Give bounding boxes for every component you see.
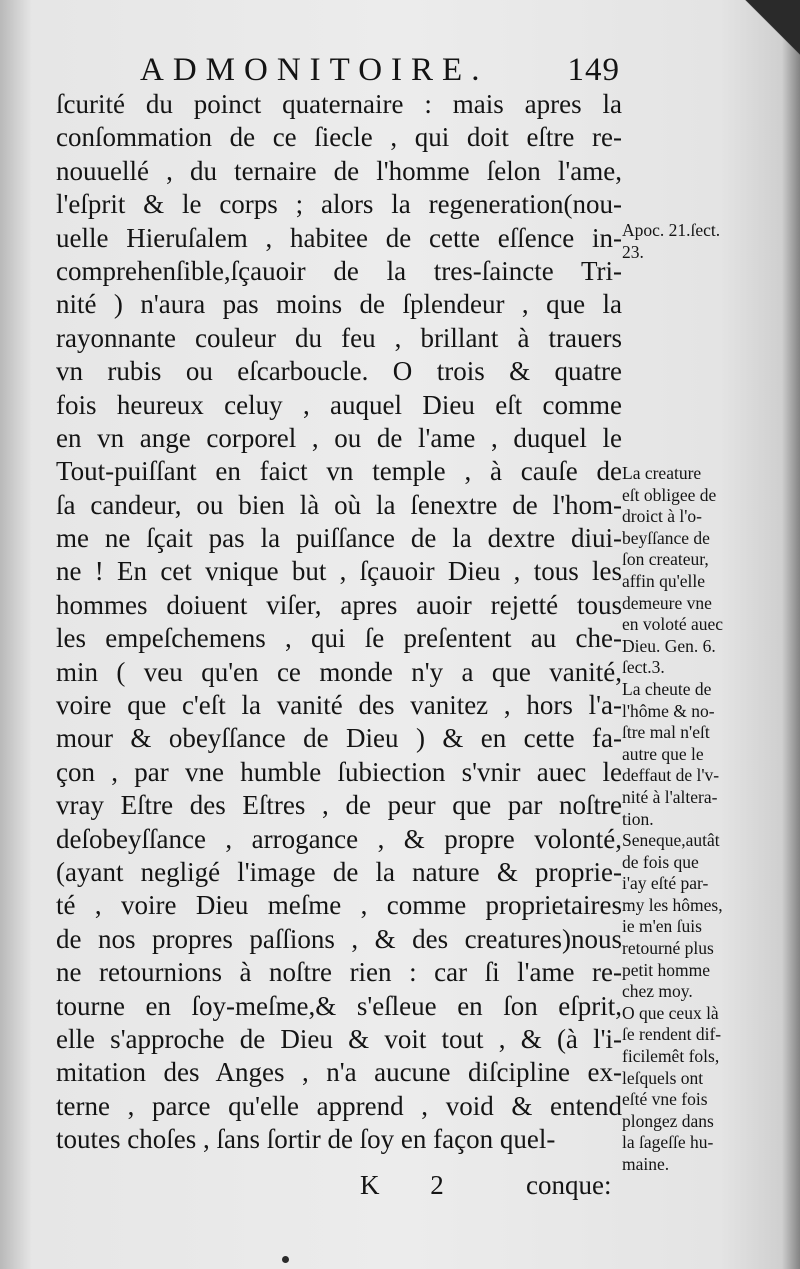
margin-line: 23. xyxy=(622,241,644,262)
margin-line: La creature xyxy=(622,463,702,483)
margin-line: autre que le xyxy=(622,743,704,764)
text-line: toutes choſes , ſans ſortir de ſoy en façon quel- xyxy=(56,1124,556,1155)
margin-line: ſon createur, xyxy=(622,549,709,570)
text-line: rayonnante couleur du feu , brillant à trauers xyxy=(56,322,622,353)
margin-line: ficilemêt fols, xyxy=(622,1046,720,1067)
text-line: les empeſchemens , qui ſe preſentent au che- xyxy=(56,623,622,654)
text-line: terne , parce qu'elle apprend , void & entend xyxy=(56,1090,622,1121)
text-line: vn rubis ou eſcarboucle. O trois & quatre xyxy=(56,356,622,387)
text-line: min ( veu qu'en ce monde n'y a que vanité, xyxy=(56,656,622,687)
text-line: conſommation de ce ſiecle , qui doit eſtre re- xyxy=(56,122,622,153)
margin-line: beyſſance de xyxy=(622,527,710,548)
margin-line: nité à l'altera- xyxy=(622,786,718,807)
page-edge-shadow xyxy=(782,0,800,1269)
ink-spot xyxy=(282,1256,289,1263)
text-line: uelle Hieruſalem , habitee de cette eſſence in- xyxy=(56,222,622,253)
page-number: 149 xyxy=(567,52,620,88)
margin-line: en voloté auec xyxy=(622,614,724,635)
margin-line: la ſageſſe hu- xyxy=(622,1132,714,1153)
margin-line: petit homme xyxy=(622,959,710,980)
margin-line: O que ceux là xyxy=(622,1002,719,1023)
text-line: hommes doiuent viſer, apres auoir rejetté tous xyxy=(56,589,622,620)
margin-line: demeure vne xyxy=(622,592,712,613)
text-line: ſa candeur, ou bien là où la ſenextre de l'hom- xyxy=(56,489,622,520)
margin-line: maine. xyxy=(622,1154,670,1174)
margin-line: affin qu'elle xyxy=(622,570,706,591)
catchword: conque: xyxy=(526,1170,612,1200)
text-line: comprehenſible,ſçauoir de la tres-ſaincte Tri- xyxy=(56,255,622,286)
text-line: l'eſprit & le corps ; alors la regeneration(nou- xyxy=(56,189,622,220)
text-line: mour & obeyſſance de Dieu ) & en cette fa- xyxy=(56,723,622,754)
margin-line: eſt obligee de xyxy=(622,484,717,505)
text-line: (ayant negligé l'image de la nature & proprie- xyxy=(56,856,622,887)
text-line: tourne en ſoy-meſme,& s'eſleue en ſon eſprit, xyxy=(56,990,622,1021)
margin-line: my les hômes, xyxy=(622,894,723,915)
margin-line: droict à l'o- xyxy=(622,506,702,527)
margin-line: leſquels ont xyxy=(622,1067,704,1088)
margin-line: ie m'en ſuis xyxy=(622,916,702,937)
text-line: de nos propres paſſions , & des creatures)nous xyxy=(56,923,622,954)
text-line: elle s'approche de Dieu & voit tout , & (à l'i- xyxy=(56,1023,622,1054)
text-line: en vn ange corporel , ou de l'ame , duquel le xyxy=(56,422,622,453)
margin-line: plongez dans xyxy=(622,1110,714,1131)
signature-mark: K 2 xyxy=(360,1170,466,1200)
margin-line: Dieu. Gen. 6. xyxy=(622,635,716,656)
margin-line: Seneque,autât xyxy=(622,830,720,851)
text-line: voire que c'eſt la vanité des vanitez , hors l'a- xyxy=(56,690,622,721)
text-line: deſobeyſſance , arrogance , & propre volonté, xyxy=(56,823,622,854)
text-line: çon , par vne humble ſubiection s'vnir auec le xyxy=(56,756,622,787)
margin-line: i'ay eſté par- xyxy=(622,873,709,894)
marginal-notes xyxy=(622,463,760,1176)
margin-line: ſtre mal n'eſt xyxy=(622,722,710,743)
margin-line: ſect.3. xyxy=(622,657,665,678)
margin-line: retourné plus xyxy=(622,938,714,959)
text-line: nité ) n'aura pas moins de ſplendeur , que la xyxy=(56,289,622,320)
text-line: té , voire Dieu meſme , comme proprietaires xyxy=(56,890,622,921)
text-line: ne retournions à noſtre rien : car ſi l'ame re- xyxy=(56,957,622,988)
text-line: me ne ſçait pas la puiſſance de la dextre diui- xyxy=(56,523,622,554)
margin-line: l'hôme & no- xyxy=(622,700,715,721)
margin-line: chez moy. xyxy=(622,981,693,1002)
main-text-block xyxy=(56,88,622,1157)
margin-line: de fois que xyxy=(622,851,699,872)
margin-line: Apoc. 21.ſect. xyxy=(622,220,721,240)
text-line: vray Eſtre des Eſtres , de peur que par noſtre xyxy=(56,790,622,821)
margin-line: eſté vne fois xyxy=(622,1089,708,1110)
text-line: Tout-puiſſant en faict vn temple , à cauſe de xyxy=(56,456,622,487)
margin-line: ſe rendent dif- xyxy=(622,1024,722,1045)
text-line: ſcurité du poinct quaternaire : mais apres la xyxy=(56,89,622,119)
margin-line: La cheute de xyxy=(622,678,712,699)
text-line: mitation des Anges , n'a aucune diſcipline ex- xyxy=(56,1057,622,1088)
text-line: fois heureux celuy , auquel Dieu eſt comme xyxy=(56,389,622,420)
marginal-note-apocalypse xyxy=(622,220,760,263)
margin-line: tion. xyxy=(622,808,654,829)
margin-line: deffaut de l'v- xyxy=(622,765,720,786)
running-title: ADMONITOIRE. xyxy=(140,52,489,88)
page-corner-fold xyxy=(740,0,800,60)
text-line: ne ! En cet vnique but , ſçauoir Dieu , tous les xyxy=(56,556,622,587)
text-line: nouuellé , du ternaire de l'homme ſelon l'ame, xyxy=(56,155,622,186)
